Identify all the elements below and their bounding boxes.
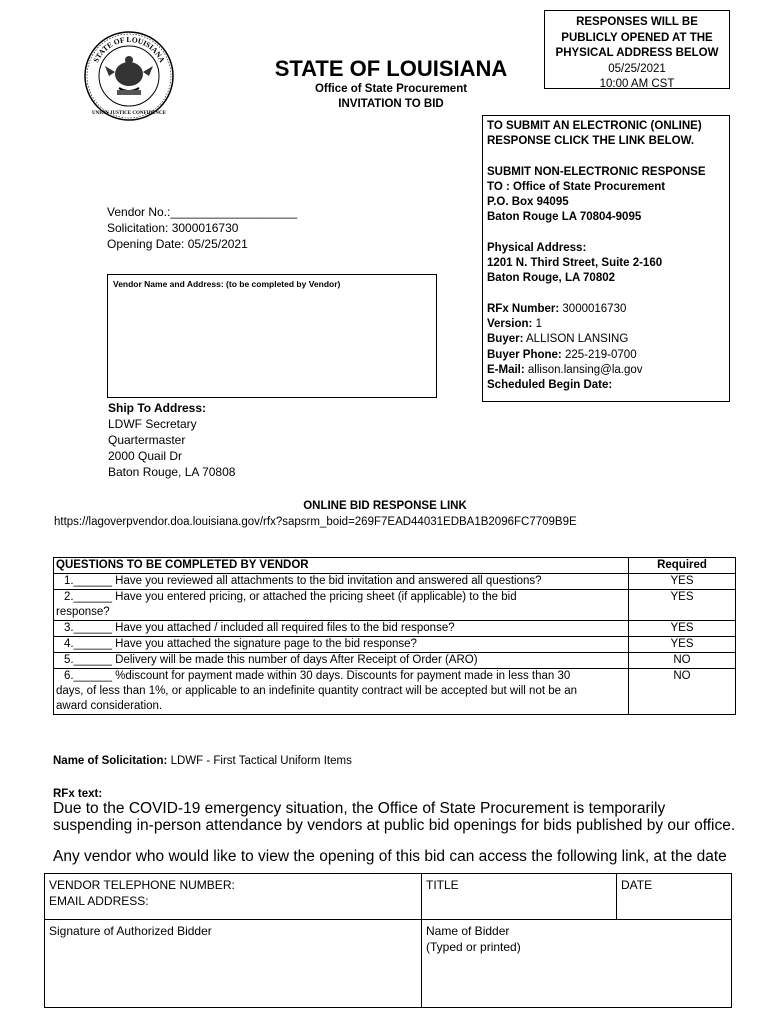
ship-to-label: Ship To Address:: [108, 401, 207, 415]
buyer-phone-value: 225-219-0700: [564, 348, 637, 361]
question-4[interactable]: 4.______ Have you attached the signature page to the bid response?: [64, 638, 417, 650]
ship-to-line-4: Baton Rouge, LA 70808: [108, 465, 236, 479]
state-seal: [75, 30, 183, 122]
vendor-box-label: Vendor Name and Address: (to be completed by Vendor): [113, 279, 341, 289]
header-subtitle: [260, 82, 522, 112]
physical-address-line-2: Baton Rouge, LA 70802: [487, 272, 616, 285]
question-1[interactable]: 1.______ Have you reviewed all attachments to the bid invitation and answered all questions?: [64, 575, 542, 587]
rfx-number-row: [487, 302, 725, 317]
title-field[interactable]: [422, 874, 617, 920]
rfx-number-label: RFx Number:: [487, 302, 560, 315]
question-2-cont: response?: [56, 606, 110, 618]
buyer-label: Buyer:: [487, 333, 524, 346]
table-row: [45, 874, 732, 920]
required-header: Required: [629, 558, 736, 574]
table-row: [54, 653, 736, 669]
table-row: [54, 574, 736, 590]
rfx-paragraph-2: Any vendor who would like to view the opening of this bid can access the following link, at the date: [53, 848, 727, 865]
office-name: Office of State Procurement: [314, 83, 468, 95]
required-1: YES: [629, 574, 736, 590]
ship-to-line-1: LDWF Secretary: [108, 417, 197, 431]
question-6-cont-1: days, of less than 1%, or applicable to an indefinite quantity contract will be accepted but will not be an: [56, 685, 578, 697]
question-2[interactable]: 2.______ Have you entered pricing, or attached the pricing sheet (if applicable) to the bid: [64, 591, 517, 603]
table-row: [54, 637, 736, 653]
question-6-cont-2: award consideration.: [56, 700, 163, 712]
online-instruction-2: RESPONSE CLICK THE LINK BELOW.: [487, 135, 695, 148]
opening-date: Opening Date: 05/25/2021: [107, 237, 248, 251]
online-link-heading: ONLINE BID RESPONSE LINK: [303, 500, 467, 512]
title-label: TITLE: [426, 878, 459, 892]
vendor-contact-field[interactable]: [45, 874, 422, 920]
version-label: Version:: [487, 317, 533, 330]
bidder-name-hint: (Typed or printed): [426, 940, 521, 954]
pelican-icon: [105, 56, 153, 95]
vendor-questions-table: [53, 557, 736, 715]
responses-time: 10:00 AM CST: [599, 78, 675, 90]
online-bid-link[interactable]: https://lagoverpvendor.doa.louisiana.gov/rfx?sapsrm_boid=269F7EAD44031EDBA1B2096FC7709B9E: [54, 516, 577, 528]
email-row: [487, 363, 725, 378]
signature-field[interactable]: [45, 920, 422, 1008]
responses-line-2: PUBLICLY OPENED AT THE: [561, 31, 713, 44]
page-title: STATE OF LOUISIANA: [274, 56, 508, 81]
bidder-name-field[interactable]: [422, 920, 732, 1008]
solicitation-name-label: Name of Solicitation:: [53, 755, 168, 767]
required-6: NO: [629, 669, 736, 715]
physical-address-line-1: 1201 N. Third Street, Suite 2-160: [487, 257, 663, 270]
questions-header: QUESTIONS TO BE COMPLETED BY VENDOR: [54, 558, 629, 574]
online-instruction-1: TO SUBMIT AN ELECTRONIC (ONLINE): [487, 120, 702, 132]
physical-address-label: Physical Address:: [487, 241, 587, 254]
table-row: [54, 621, 736, 637]
table-row: [54, 590, 736, 621]
email-value: allison.lansing@la.gov: [527, 363, 643, 376]
email-label: E-Mail:: [487, 363, 525, 376]
rfx-text-body: [53, 800, 743, 879]
responses-line-3: PHYSICAL ADDRESS BELOW: [555, 47, 719, 59]
responses-notice-box: [544, 10, 730, 89]
po-city: Baton Rouge LA 70804-9095: [487, 211, 642, 224]
vendor-phone-label: VENDOR TELEPHONE NUMBER:: [49, 878, 235, 892]
date-field[interactable]: [617, 874, 732, 920]
nonelectronic-to: TO : Office of State Procurement: [487, 180, 666, 193]
rfx-text-label: RFx text:: [53, 788, 103, 800]
ship-to-line-3: 2000 Quail Dr: [108, 449, 183, 463]
table-header-row: [54, 558, 736, 574]
scheduled-begin-label: Scheduled Begin Date:: [487, 379, 613, 392]
question-5[interactable]: 5.______ Delivery will be made this number of days After Receipt of Order (ARO): [64, 654, 478, 666]
required-4: YES: [629, 637, 736, 653]
question-6[interactable]: 6.______ %discount for payment made within 30 days. Discounts for payment made in less than 30: [64, 670, 571, 682]
solicitation-name-value: LDWF - First Tactical Uniform Items: [170, 755, 352, 767]
required-2: YES: [629, 590, 736, 621]
date-label: DATE: [621, 878, 653, 892]
version-row: [487, 317, 725, 332]
seal-bottom-text: UNION JUSTICE CONFIDENCE: [92, 111, 166, 116]
document-type: INVITATION TO BID: [338, 98, 444, 110]
vendor-name-address-box[interactable]: [107, 274, 437, 398]
buyer-value: ALLISON LANSING: [526, 333, 629, 346]
bidder-name-label: Name of Bidder: [426, 924, 510, 938]
table-row: [54, 669, 736, 715]
signature-label: Signature of Authorized Bidder: [49, 924, 212, 938]
solicitation-number: Solicitation: 3000016730: [107, 221, 239, 235]
table-row: [45, 920, 732, 1008]
vendor-email-label: EMAIL ADDRESS:: [49, 894, 149, 908]
responses-date: 05/25/2021: [608, 62, 666, 75]
buyer-phone-label: Buyer Phone:: [487, 348, 562, 361]
responses-line-1: RESPONSES WILL BE: [576, 16, 698, 28]
rfx-paragraph-1: Due to the COVID-19 emergency situation, the Office of State Procurement is temporarily suspending in-person attendance by vendors at public bid openings for bids published by our office.: [53, 800, 736, 834]
solicitation-name: [53, 755, 352, 767]
signature-table: [44, 873, 732, 1008]
version-value: 1: [535, 317, 542, 330]
seal-top-text: STATE OF LOUISIANA: [91, 34, 167, 64]
ship-to-line-2: Quartermaster: [108, 433, 186, 447]
required-3: YES: [629, 621, 736, 637]
vendor-number: Vendor No.:___________________: [107, 205, 298, 219]
ship-to-address: [108, 400, 235, 480]
rfx-number-value: 3000016730: [562, 302, 627, 315]
buyer-phone-row: [487, 348, 725, 363]
nonelectronic-heading: SUBMIT NON-ELECTRONIC RESPONSE: [487, 165, 706, 178]
buyer-row: [487, 332, 725, 347]
vendor-info: [107, 204, 297, 252]
required-5: NO: [629, 653, 736, 669]
question-3[interactable]: 3.______ Have you attached / included all required files to the bid response?: [64, 622, 455, 634]
po-box: P.O. Box 94095: [487, 196, 569, 209]
submission-info-box: [482, 115, 730, 402]
